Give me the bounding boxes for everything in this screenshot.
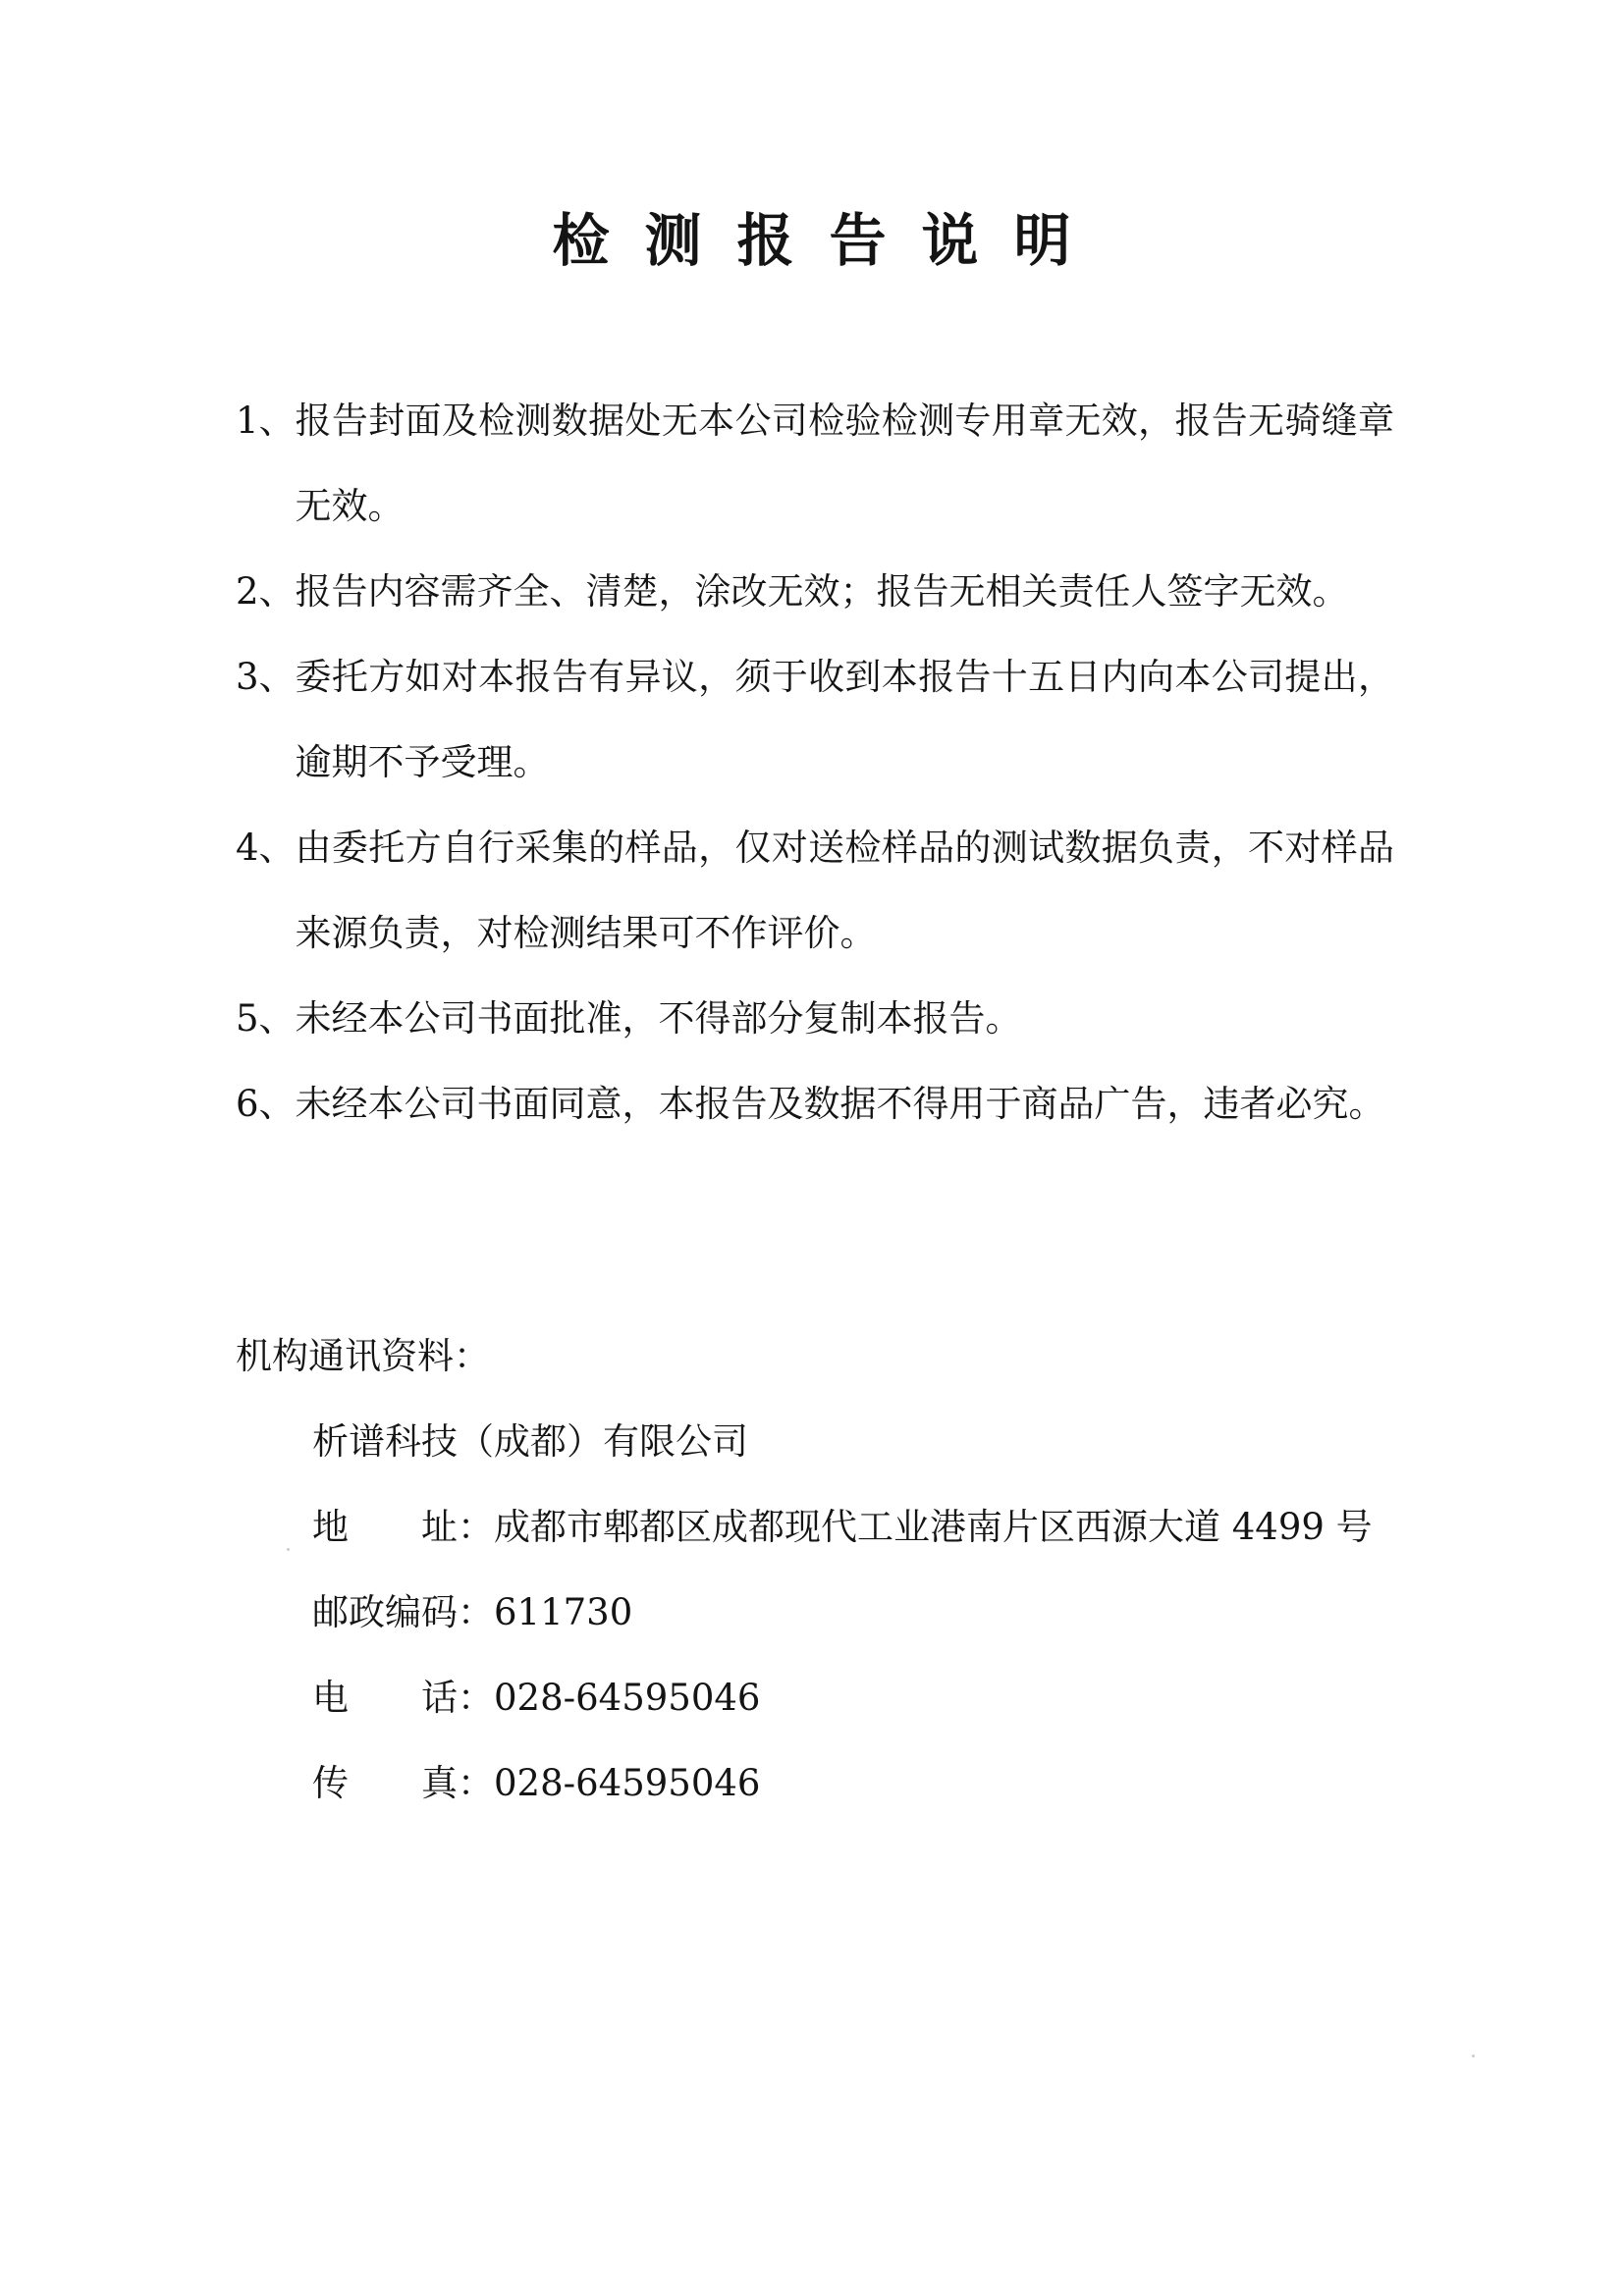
address-row <box>312 1484 1394 1570</box>
clause-number: 4、 <box>236 827 296 869</box>
clause-number: 3、 <box>236 656 296 698</box>
clause-number: 1、 <box>236 400 296 442</box>
phone-label-char: 电 <box>312 1677 349 1719</box>
scan-speck <box>1472 2055 1475 2057</box>
address-label <box>312 1484 458 1570</box>
clause-item <box>236 378 1394 549</box>
fax-row <box>312 1740 1394 1826</box>
clause-item <box>236 805 1394 976</box>
clause-text: 未经本公司书面同意，本报告及数据不得用于商品广告，违者必究。 <box>295 1083 1385 1125</box>
clause-item <box>236 976 1394 1061</box>
clause-text: 由委托方自行采集的样品，仅对送检样品的测试数据负责，不对样品来源负责，对检测结果可不作评价。 <box>295 827 1394 954</box>
clause-text: 报告封面及检测数据处无本公司检验检测专用章无效，报告无骑缝章无效。 <box>295 400 1394 527</box>
colon: ： <box>458 1677 494 1719</box>
clause-number: 2、 <box>236 570 296 613</box>
postcode-label: 邮政编码 <box>312 1591 458 1633</box>
contact-section <box>236 1313 1394 1826</box>
fax-label <box>312 1740 458 1826</box>
company-name: 析谱科技（成都）有限公司 <box>312 1420 748 1463</box>
colon: ： <box>458 1762 494 1804</box>
phone-row <box>312 1655 1394 1740</box>
address-label-char: 址 <box>421 1506 458 1548</box>
clause-item <box>236 634 1394 805</box>
clause-number: 5、 <box>236 997 296 1040</box>
postcode-row <box>312 1570 1394 1655</box>
colon: ： <box>458 1506 494 1548</box>
clause-text: 报告内容需齐全、清楚，涂改无效；报告无相关责任人签字无效。 <box>295 570 1349 613</box>
address-label-char: 地 <box>312 1506 349 1548</box>
clause-text: 未经本公司书面批准，不得部分复制本报告。 <box>295 997 1022 1040</box>
clause-number: 6、 <box>236 1083 296 1125</box>
page-title: 检测报告说明 <box>552 207 1107 274</box>
phone-value: 028-64595046 <box>494 1677 761 1719</box>
phone-label-char: 话 <box>421 1677 458 1719</box>
fax-label-char: 传 <box>312 1762 349 1804</box>
postcode-value: 611730 <box>494 1591 633 1633</box>
clause-list <box>236 378 1394 1147</box>
scan-speck <box>287 1548 290 1551</box>
phone-label <box>312 1655 458 1740</box>
fax-value: 028-64595046 <box>494 1762 761 1804</box>
clause-item <box>236 549 1394 634</box>
contact-heading: 机构通讯资料： <box>236 1335 490 1377</box>
address-value: 成都市郫都区成都现代工业港南片区西源大道 4499 号 <box>494 1506 1373 1548</box>
contact-details <box>236 1399 1394 1826</box>
fax-label-char: 真 <box>421 1762 458 1804</box>
colon: ： <box>458 1591 494 1633</box>
clause-text: 委托方如对本报告有异议，须于收到本报告十五日内向本公司提出，逾期不予受理。 <box>295 656 1394 783</box>
clause-item <box>236 1061 1394 1147</box>
